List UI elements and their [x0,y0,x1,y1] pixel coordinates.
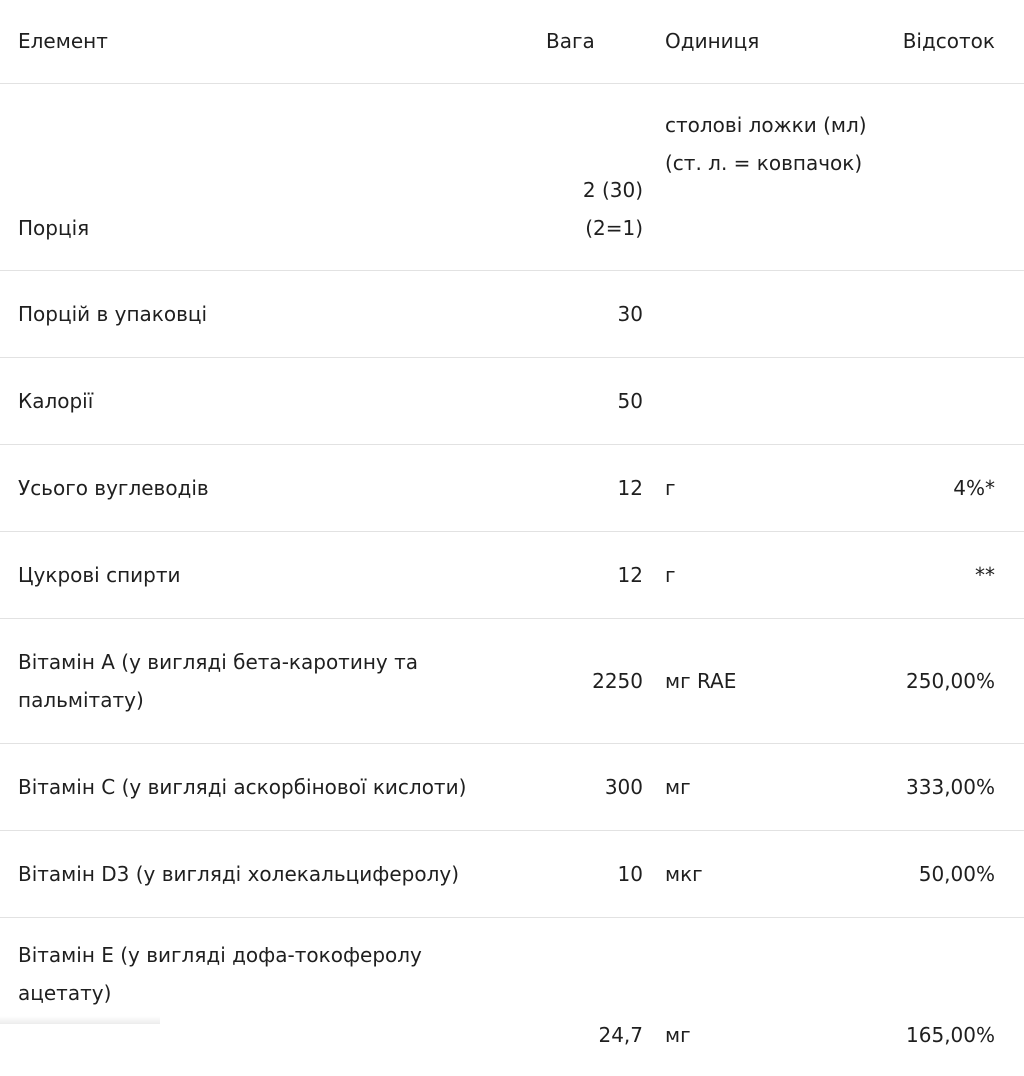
table-row [0,619,1024,744]
cell-weight: 30 [526,271,653,358]
cell-element: Вітамін C (у вигляді аскорбінової кислоти) [0,744,526,831]
table-row [0,445,1024,532]
table-body [0,84,1024,1076]
cell-weight: 10 [526,831,653,918]
cell-percent: ** [876,532,1024,619]
cell-percent: 165,00% [876,918,1024,1076]
cell-unit: мг [653,918,876,1076]
cell-unit [653,358,876,445]
cell-percent [876,358,1024,445]
header-percent: Відсоток [876,0,1024,84]
table-row [0,831,1024,918]
cell-unit [653,271,876,358]
cell-percent: 50,00% [876,831,1024,918]
cell-element: Вітамін A (у вигляді бета-каротину та пальмітату) [0,619,526,744]
cell-unit: мкг [653,831,876,918]
cell-element: Порцій в упаковці [0,271,526,358]
header-element: Елемент [0,0,526,84]
cell-unit: мг [653,744,876,831]
cell-unit: столові ложки (мл) (ст. л. = ковпачок) [653,84,876,271]
table-row [0,271,1024,358]
table-row [0,84,1024,271]
table-row [0,918,1024,1076]
cell-unit: г [653,445,876,532]
header-unit: Одиниця [653,0,876,84]
header-row [0,0,1024,84]
cell-unit: г [653,532,876,619]
cell-percent [876,84,1024,271]
cell-percent: 333,00% [876,744,1024,831]
cell-element: Цукрові спирти [0,532,526,619]
cell-weight: 50 [526,358,653,445]
cell-percent: 4%* [876,445,1024,532]
table-header [0,0,1024,84]
cell-percent [876,271,1024,358]
cell-weight: 300 [526,744,653,831]
table-row [0,358,1024,445]
cell-weight: 12 [526,445,653,532]
cell-weight: 12 [526,532,653,619]
cell-unit: мг RAE [653,619,876,744]
cell-element: Вітамін E (у вигляді дофа-токоферолу ацетату) [0,918,526,1076]
cell-element: Вітамін D3 (у вигляді холекальциферолу) [0,831,526,918]
cell-weight: 2 (30) (2=1) [526,84,653,271]
cell-percent: 250,00% [876,619,1024,744]
table-row [0,744,1024,831]
cell-element: Порція [0,84,526,271]
header-weight: Вага [526,0,653,84]
cell-element: Калорії [0,358,526,445]
cell-weight: 24,7 [526,918,653,1076]
table-row [0,532,1024,619]
cell-element: Усього вуглеводів [0,445,526,532]
cell-weight: 2250 [526,619,653,744]
scroll-shadow [0,1016,160,1024]
